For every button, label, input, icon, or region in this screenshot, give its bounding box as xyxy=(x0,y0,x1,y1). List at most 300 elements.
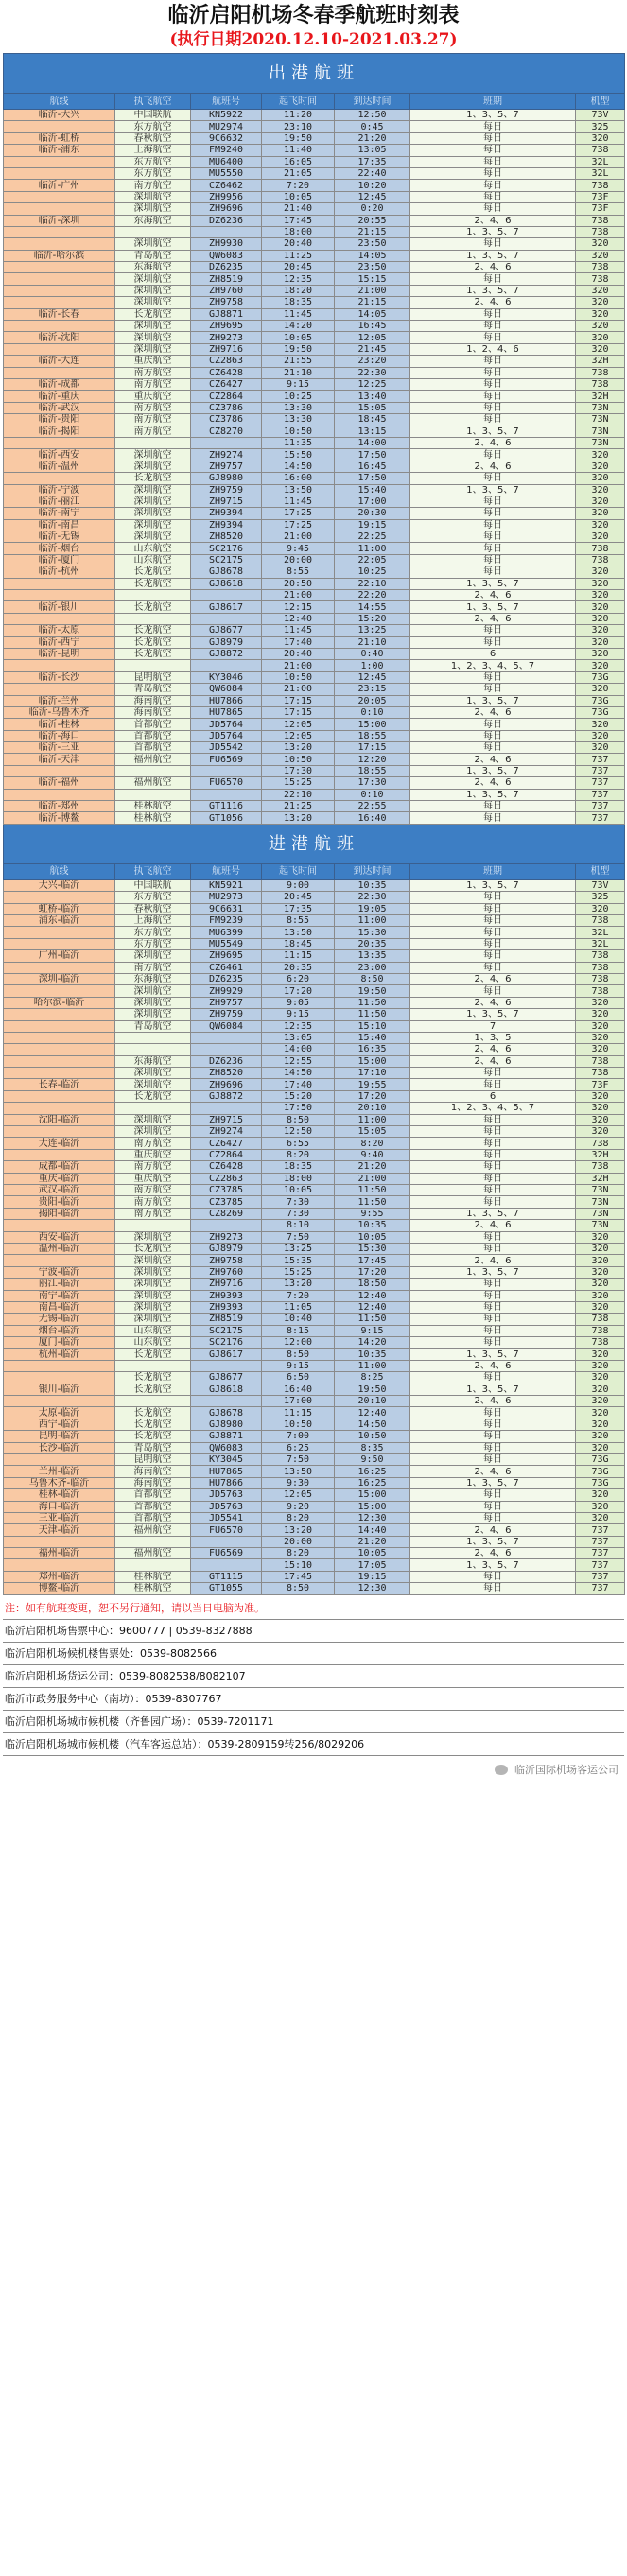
route-cell: 临沂-福州 xyxy=(4,777,115,789)
airline-cell: 长龙航空 xyxy=(115,1419,191,1430)
aircraft-cell: 320 xyxy=(576,903,625,914)
aircraft-cell: 738 xyxy=(576,1161,625,1173)
route-cell xyxy=(4,590,115,601)
flight-row xyxy=(4,578,625,589)
departure-time-cell: 19:50 xyxy=(262,343,335,355)
flight-row xyxy=(4,121,625,132)
col-header-arrive: 到达时间 xyxy=(335,94,410,110)
departure-time-cell: 17:45 xyxy=(262,1571,335,1582)
departure-time-cell: 8:50 xyxy=(262,1349,335,1360)
airline-cell xyxy=(115,1103,191,1114)
flight-number-cell xyxy=(191,437,262,448)
aircraft-cell: 320 xyxy=(576,636,625,648)
aircraft-cell: 320 xyxy=(576,484,625,496)
aircraft-cell: 737 xyxy=(576,765,625,776)
aircraft-cell: 320 xyxy=(576,997,625,1008)
days-cell: 每日 xyxy=(410,1079,576,1090)
airline-cell: 南方航空 xyxy=(115,1208,191,1219)
days-cell: 每日 xyxy=(410,1337,576,1349)
flight-number-cell: SC2176 xyxy=(191,543,262,554)
departure-time-cell: 13:20 xyxy=(262,1524,335,1536)
route-cell xyxy=(4,892,115,903)
aircraft-cell: 73G xyxy=(576,1477,625,1488)
airline-cell: 深圳航空 xyxy=(115,191,191,202)
flight-number-cell: JD5764 xyxy=(191,719,262,730)
flight-row xyxy=(4,250,625,261)
aircraft-cell: 738 xyxy=(576,180,625,191)
route-cell xyxy=(4,1372,115,1384)
arrival-time-cell: 23:50 xyxy=(335,262,410,273)
days-cell: 1、3、5、7 xyxy=(410,789,576,800)
flight-number-cell: ZH9394 xyxy=(191,519,262,531)
days-cell: 2、4、6 xyxy=(410,1548,576,1559)
arrival-time-cell: 17:15 xyxy=(335,742,410,754)
arrival-time-cell: 0:10 xyxy=(335,706,410,718)
airline-cell xyxy=(115,1220,191,1231)
flight-row xyxy=(4,1090,625,1102)
flight-row xyxy=(4,1055,625,1067)
aircraft-cell: 320 xyxy=(576,1044,625,1055)
flight-number-cell: FU6570 xyxy=(191,777,262,789)
aircraft-cell: 73F xyxy=(576,191,625,202)
days-cell: 每日 xyxy=(410,671,576,683)
departure-time-cell: 10:05 xyxy=(262,332,335,343)
departure-time-cell: 23:10 xyxy=(262,121,335,132)
aircraft-cell: 737 xyxy=(576,789,625,800)
airline-cell: 长龙航空 xyxy=(115,1407,191,1419)
flight-number-cell: GJ8677 xyxy=(191,1372,262,1384)
departure-time-cell: 9:15 xyxy=(262,378,335,390)
flight-number-cell xyxy=(191,1360,262,1371)
days-cell: 每日 xyxy=(410,554,576,566)
arrival-time-cell: 21:45 xyxy=(335,343,410,355)
route-cell: 临沂-深圳 xyxy=(4,215,115,226)
flight-number-cell: GJ8617 xyxy=(191,601,262,613)
flight-number-cell: ZH9695 xyxy=(191,950,262,962)
departure-time-cell: 21:55 xyxy=(262,356,335,367)
flight-row xyxy=(4,671,625,683)
days-cell: 每日 xyxy=(410,1196,576,1208)
flight-row xyxy=(4,1032,625,1043)
flight-number-cell: ZH9716 xyxy=(191,1279,262,1290)
flight-row xyxy=(4,742,625,754)
airline-cell: 南方航空 xyxy=(115,1196,191,1208)
flight-number-cell: GJ8617 xyxy=(191,1349,262,1360)
flight-row xyxy=(4,566,625,578)
arrival-time-cell: 11:50 xyxy=(335,1196,410,1208)
route-cell xyxy=(4,789,115,800)
days-cell: 每日 xyxy=(410,519,576,531)
arrival-time-cell: 20:55 xyxy=(335,215,410,226)
route-cell: 昆明-临沂 xyxy=(4,1431,115,1442)
flight-number-cell: GT1056 xyxy=(191,812,262,824)
departure-time-cell: 10:50 xyxy=(262,1419,335,1430)
airline-cell: 重庆航空 xyxy=(115,1149,191,1160)
aircraft-cell: 73V xyxy=(576,110,625,121)
flight-row xyxy=(4,145,625,156)
airline-cell: 深圳航空 xyxy=(115,1231,191,1243)
aircraft-cell: 320 xyxy=(576,1009,625,1020)
gov-service-line: 临沂市政务服务中心（南坊）：0539-8307767 xyxy=(3,1688,624,1711)
flight-row xyxy=(4,1431,625,1442)
airline-cell: 首都航空 xyxy=(115,730,191,741)
days-cell: 1、2、4、6 xyxy=(410,343,576,355)
route-cell: 贵阳-临沂 xyxy=(4,1196,115,1208)
flight-number-cell: JD5763 xyxy=(191,1489,262,1501)
route-cell: 临沂-天津 xyxy=(4,754,115,765)
departure-time-cell: 7:30 xyxy=(262,1208,335,1219)
airline-cell: 东海航空 xyxy=(115,262,191,273)
days-cell: 每日 xyxy=(410,1583,576,1594)
flight-number-cell: GT1115 xyxy=(191,1571,262,1582)
flight-row xyxy=(4,613,625,624)
aircraft-cell: 320 xyxy=(576,719,625,730)
route-cell xyxy=(4,437,115,448)
route-cell: 天津-临沂 xyxy=(4,1524,115,1536)
departure-time-cell: 11:15 xyxy=(262,950,335,962)
arrival-time-cell: 16:25 xyxy=(335,1466,410,1477)
arrival-time-cell: 22:55 xyxy=(335,801,410,812)
route-cell xyxy=(4,1360,115,1371)
route-cell: 临沂-博鳌 xyxy=(4,812,115,824)
airline-cell: 海南航空 xyxy=(115,1477,191,1488)
aircraft-cell: 320 xyxy=(576,684,625,695)
route-cell: 临沂-南宁 xyxy=(4,508,115,519)
airline-cell: 青岛航空 xyxy=(115,1442,191,1453)
departure-time-cell: 8:55 xyxy=(262,915,335,927)
flight-row xyxy=(4,203,625,215)
departure-time-cell: 17:15 xyxy=(262,706,335,718)
flight-number-cell xyxy=(191,660,262,671)
departure-time-cell: 11:40 xyxy=(262,145,335,156)
route-cell: 乌鲁木齐-临沂 xyxy=(4,1477,115,1488)
departure-time-cell: 15:10 xyxy=(262,1559,335,1571)
flight-row xyxy=(4,191,625,202)
days-cell: 每日 xyxy=(410,273,576,285)
arrival-time-cell: 12:30 xyxy=(335,1512,410,1523)
arrival-time-cell: 19:50 xyxy=(335,985,410,997)
arrival-time-cell: 21:10 xyxy=(335,636,410,648)
arrival-time-cell: 10:25 xyxy=(335,566,410,578)
flight-number-cell: ZH9274 xyxy=(191,1126,262,1138)
arrival-time-cell: 22:25 xyxy=(335,531,410,543)
days-cell: 每日 xyxy=(410,742,576,754)
aircraft-cell: 32L xyxy=(576,156,625,167)
aircraft-cell: 738 xyxy=(576,1325,625,1336)
days-cell: 6 xyxy=(410,648,576,659)
departure-time-cell: 11:35 xyxy=(262,437,335,448)
days-cell: 2、4、6 xyxy=(410,461,576,472)
flight-number-cell: ZH8519 xyxy=(191,1314,262,1325)
route-cell xyxy=(4,156,115,167)
arrival-time-cell: 12:40 xyxy=(335,1301,410,1313)
flight-row xyxy=(4,1279,625,1290)
aircraft-cell: 738 xyxy=(576,1138,625,1149)
arrival-time-cell: 12:30 xyxy=(335,1583,410,1594)
days-cell: 每日 xyxy=(410,1512,576,1523)
departure-time-cell: 9:20 xyxy=(262,1501,335,1512)
flight-number-cell: CZ8270 xyxy=(191,426,262,437)
days-cell: 每日 xyxy=(410,1489,576,1501)
days-cell: 2、4、6 xyxy=(410,1524,576,1536)
days-cell: 每日 xyxy=(410,1301,576,1313)
flight-row xyxy=(4,1489,625,1501)
airline-cell: 长龙航空 xyxy=(115,1090,191,1102)
flight-row xyxy=(4,1126,625,1138)
flight-number-cell: KN5921 xyxy=(191,879,262,891)
airline-cell: 深圳航空 xyxy=(115,484,191,496)
arrival-time-cell: 11:00 xyxy=(335,543,410,554)
aircraft-cell: 738 xyxy=(576,273,625,285)
flight-row xyxy=(4,1079,625,1090)
route-cell: 临沂-揭阳 xyxy=(4,426,115,437)
route-cell: 丽江-临沂 xyxy=(4,1279,115,1290)
route-cell xyxy=(4,660,115,671)
flight-number-cell: ZH9757 xyxy=(191,461,262,472)
arrival-time-cell: 20:05 xyxy=(335,695,410,706)
arrival-time-cell: 10:35 xyxy=(335,879,410,891)
days-cell: 2、4、6 xyxy=(410,1255,576,1266)
days-cell: 每日 xyxy=(410,1314,576,1325)
airline-cell: 长龙航空 xyxy=(115,473,191,484)
aircraft-cell: 73N xyxy=(576,1184,625,1195)
route-cell: 临沂-大连 xyxy=(4,356,115,367)
route-cell xyxy=(4,297,115,308)
flight-row xyxy=(4,777,625,789)
route-cell: 临沂-沈阳 xyxy=(4,332,115,343)
aircraft-cell: 320 xyxy=(576,625,625,636)
airline-cell xyxy=(115,1360,191,1371)
departure-time-cell: 6:25 xyxy=(262,1442,335,1453)
airline-cell xyxy=(115,1044,191,1055)
flight-row xyxy=(4,1524,625,1536)
flight-row xyxy=(4,892,625,903)
flight-number-cell: GJ8618 xyxy=(191,578,262,589)
aircraft-cell: 32L xyxy=(576,167,625,179)
flight-row xyxy=(4,1512,625,1523)
arrival-time-cell: 21:20 xyxy=(335,1161,410,1173)
days-cell: 每日 xyxy=(410,1501,576,1512)
arrival-time-cell: 15:00 xyxy=(335,1489,410,1501)
departure-time-cell: 17:15 xyxy=(262,695,335,706)
airline-cell: 长龙航空 xyxy=(115,1243,191,1254)
arrival-time-cell: 13:35 xyxy=(335,950,410,962)
flight-number-cell: ZH9956 xyxy=(191,191,262,202)
route-cell xyxy=(4,367,115,378)
arrival-time-cell: 17:00 xyxy=(335,496,410,507)
arrival-time-cell: 0:10 xyxy=(335,789,410,800)
departure-time-cell: 22:10 xyxy=(262,789,335,800)
route-cell xyxy=(4,1396,115,1407)
arrival-time-cell: 18:55 xyxy=(335,730,410,741)
days-cell: 每日 xyxy=(410,730,576,741)
route-cell: 临沂-宁波 xyxy=(4,484,115,496)
days-cell: 1、3、5、7 xyxy=(410,426,576,437)
airline-cell: 深圳航空 xyxy=(115,1301,191,1313)
aircraft-cell: 320 xyxy=(576,1442,625,1453)
airline-cell: 长龙航空 xyxy=(115,601,191,613)
aircraft-cell: 738 xyxy=(576,1068,625,1079)
days-cell: 1、3、5、7 xyxy=(410,601,576,613)
airline-cell: 深圳航空 xyxy=(115,1114,191,1125)
flight-number-cell: 9C6631 xyxy=(191,903,262,914)
airline-cell: 首都航空 xyxy=(115,1501,191,1512)
route-cell xyxy=(4,765,115,776)
flight-row xyxy=(4,812,625,824)
departure-time-cell: 21:00 xyxy=(262,531,335,543)
flight-number-cell: CZ6428 xyxy=(191,367,262,378)
route-cell: 浦东-临沂 xyxy=(4,915,115,927)
route-cell: 桂林-临沂 xyxy=(4,1489,115,1501)
flight-row xyxy=(4,238,625,250)
departure-time-cell: 20:40 xyxy=(262,648,335,659)
wechat-account[interactable] xyxy=(495,1762,619,1777)
arrival-time-cell: 17:20 xyxy=(335,1266,410,1278)
flight-number-cell: CZ3786 xyxy=(191,414,262,426)
departure-time-cell: 6:50 xyxy=(262,1372,335,1384)
days-cell: 1、3、5、7 xyxy=(410,110,576,121)
days-cell: 每日 xyxy=(410,180,576,191)
aircraft-cell: 320 xyxy=(576,1407,625,1419)
flight-number-cell: SC2176 xyxy=(191,1337,262,1349)
flight-number-cell: CZ6427 xyxy=(191,1138,262,1149)
departure-time-cell: 16:05 xyxy=(262,156,335,167)
airline-cell: 昆明航空 xyxy=(115,671,191,683)
col-header-depart: 起飞时间 xyxy=(262,94,335,110)
aircraft-cell: 320 xyxy=(576,1360,625,1371)
flight-number-cell: FU6569 xyxy=(191,754,262,765)
days-cell: 每日 xyxy=(410,1431,576,1442)
arrival-time-cell: 21:00 xyxy=(335,285,410,296)
days-cell: 1、3、5、7 xyxy=(410,695,576,706)
departure-time-cell: 15:50 xyxy=(262,449,335,461)
flight-number-cell: GJ8872 xyxy=(191,648,262,659)
flight-row xyxy=(4,273,625,285)
flight-number-cell: ZH8520 xyxy=(191,531,262,543)
aircraft-cell: 320 xyxy=(576,1290,625,1301)
arrival-time-cell: 10:35 xyxy=(335,1220,410,1231)
days-cell: 每日 xyxy=(410,367,576,378)
route-cell: 临沂-厦门 xyxy=(4,554,115,566)
days-cell: 每日 xyxy=(410,531,576,543)
arrival-time-cell: 15:05 xyxy=(335,1126,410,1138)
departure-time-cell: 17:45 xyxy=(262,215,335,226)
aircraft-cell: 73G xyxy=(576,671,625,683)
arrival-time-cell: 9:40 xyxy=(335,1149,410,1160)
departure-time-cell: 7:00 xyxy=(262,1431,335,1442)
flight-number-cell: FM9240 xyxy=(191,145,262,156)
route-cell: 温州-临沂 xyxy=(4,1243,115,1254)
flight-row xyxy=(4,590,625,601)
flight-number-cell xyxy=(191,590,262,601)
flight-row xyxy=(4,765,625,776)
route-cell xyxy=(4,203,115,215)
flight-number-cell: ZH9715 xyxy=(191,1114,262,1125)
departure-time-cell: 20:35 xyxy=(262,962,335,973)
airline-cell: 青岛航空 xyxy=(115,684,191,695)
days-cell: 每日 xyxy=(410,203,576,215)
airline-cell: 长龙航空 xyxy=(115,636,191,648)
days-cell: 每日 xyxy=(410,1372,576,1384)
flight-number-cell xyxy=(191,1032,262,1043)
departure-time-cell: 6:55 xyxy=(262,1138,335,1149)
flight-row xyxy=(4,297,625,308)
departure-time-cell: 18:35 xyxy=(262,1161,335,1173)
days-cell: 每日 xyxy=(410,1243,576,1254)
departure-time-cell: 15:25 xyxy=(262,777,335,789)
flight-number-cell: ZH9394 xyxy=(191,508,262,519)
aircraft-cell: 320 xyxy=(576,250,625,261)
arrival-time-cell: 19:15 xyxy=(335,1571,410,1582)
flight-number-cell: ZH9760 xyxy=(191,1266,262,1278)
departure-time-cell: 20:45 xyxy=(262,262,335,273)
route-cell xyxy=(4,121,115,132)
departure-time-cell: 13:05 xyxy=(262,1032,335,1043)
days-cell: 1、3、5、7 xyxy=(410,1536,576,1547)
route-cell xyxy=(4,962,115,973)
aircraft-cell: 320 xyxy=(576,308,625,320)
route-cell: 临沂-成都 xyxy=(4,378,115,390)
flight-row xyxy=(4,1360,625,1371)
arrival-time-cell: 17:30 xyxy=(335,777,410,789)
airline-cell: 深圳航空 xyxy=(115,238,191,250)
arrival-time-cell: 11:50 xyxy=(335,1314,410,1325)
flight-number-cell: CZ8269 xyxy=(191,1208,262,1219)
aircraft-cell: 320 xyxy=(576,566,625,578)
airline-cell: 长龙航空 xyxy=(115,1349,191,1360)
route-cell: 临沂-银川 xyxy=(4,601,115,613)
flight-number-cell: ZH9393 xyxy=(191,1290,262,1301)
flight-number-cell: ZH9759 xyxy=(191,1009,262,1020)
arrival-time-cell: 15:40 xyxy=(335,1032,410,1043)
flight-number-cell: GJ8871 xyxy=(191,1431,262,1442)
departure-time-cell: 12:00 xyxy=(262,1337,335,1349)
flight-number-cell: GT1116 xyxy=(191,801,262,812)
route-cell: 大兴-临沂 xyxy=(4,879,115,891)
airline-cell xyxy=(115,1396,191,1407)
flight-row xyxy=(4,156,625,167)
flight-row xyxy=(4,1372,625,1384)
flight-row xyxy=(4,461,625,472)
arrival-time-cell: 11:00 xyxy=(335,1360,410,1371)
arrival-time-cell: 14:00 xyxy=(335,437,410,448)
route-cell xyxy=(4,938,115,949)
aircraft-cell: 738 xyxy=(576,226,625,237)
route-cell: 临沂-长沙 xyxy=(4,671,115,683)
days-cell: 每日 xyxy=(410,962,576,973)
airline-cell: 青岛航空 xyxy=(115,250,191,261)
flight-number-cell: JD5542 xyxy=(191,742,262,754)
arrival-time-cell: 15:00 xyxy=(335,1501,410,1512)
route-cell xyxy=(4,1453,115,1465)
airline-cell: 南方航空 xyxy=(115,180,191,191)
days-cell: 每日 xyxy=(410,449,576,461)
flight-number-cell: QW6084 xyxy=(191,1020,262,1032)
airline-cell: 深圳航空 xyxy=(115,203,191,215)
route-cell xyxy=(4,285,115,296)
days-cell: 每日 xyxy=(410,1419,576,1430)
departure-time-cell: 7:20 xyxy=(262,1290,335,1301)
aircraft-cell: 73N xyxy=(576,414,625,426)
departure-time-cell: 20:00 xyxy=(262,1536,335,1547)
flight-number-cell: HU7866 xyxy=(191,695,262,706)
airline-cell: 深圳航空 xyxy=(115,1068,191,1079)
airline-cell: 南方航空 xyxy=(115,426,191,437)
flight-row xyxy=(4,508,625,519)
departure-time-cell: 9:05 xyxy=(262,997,335,1008)
flight-number-cell: ZH9760 xyxy=(191,285,262,296)
flight-row xyxy=(4,180,625,191)
